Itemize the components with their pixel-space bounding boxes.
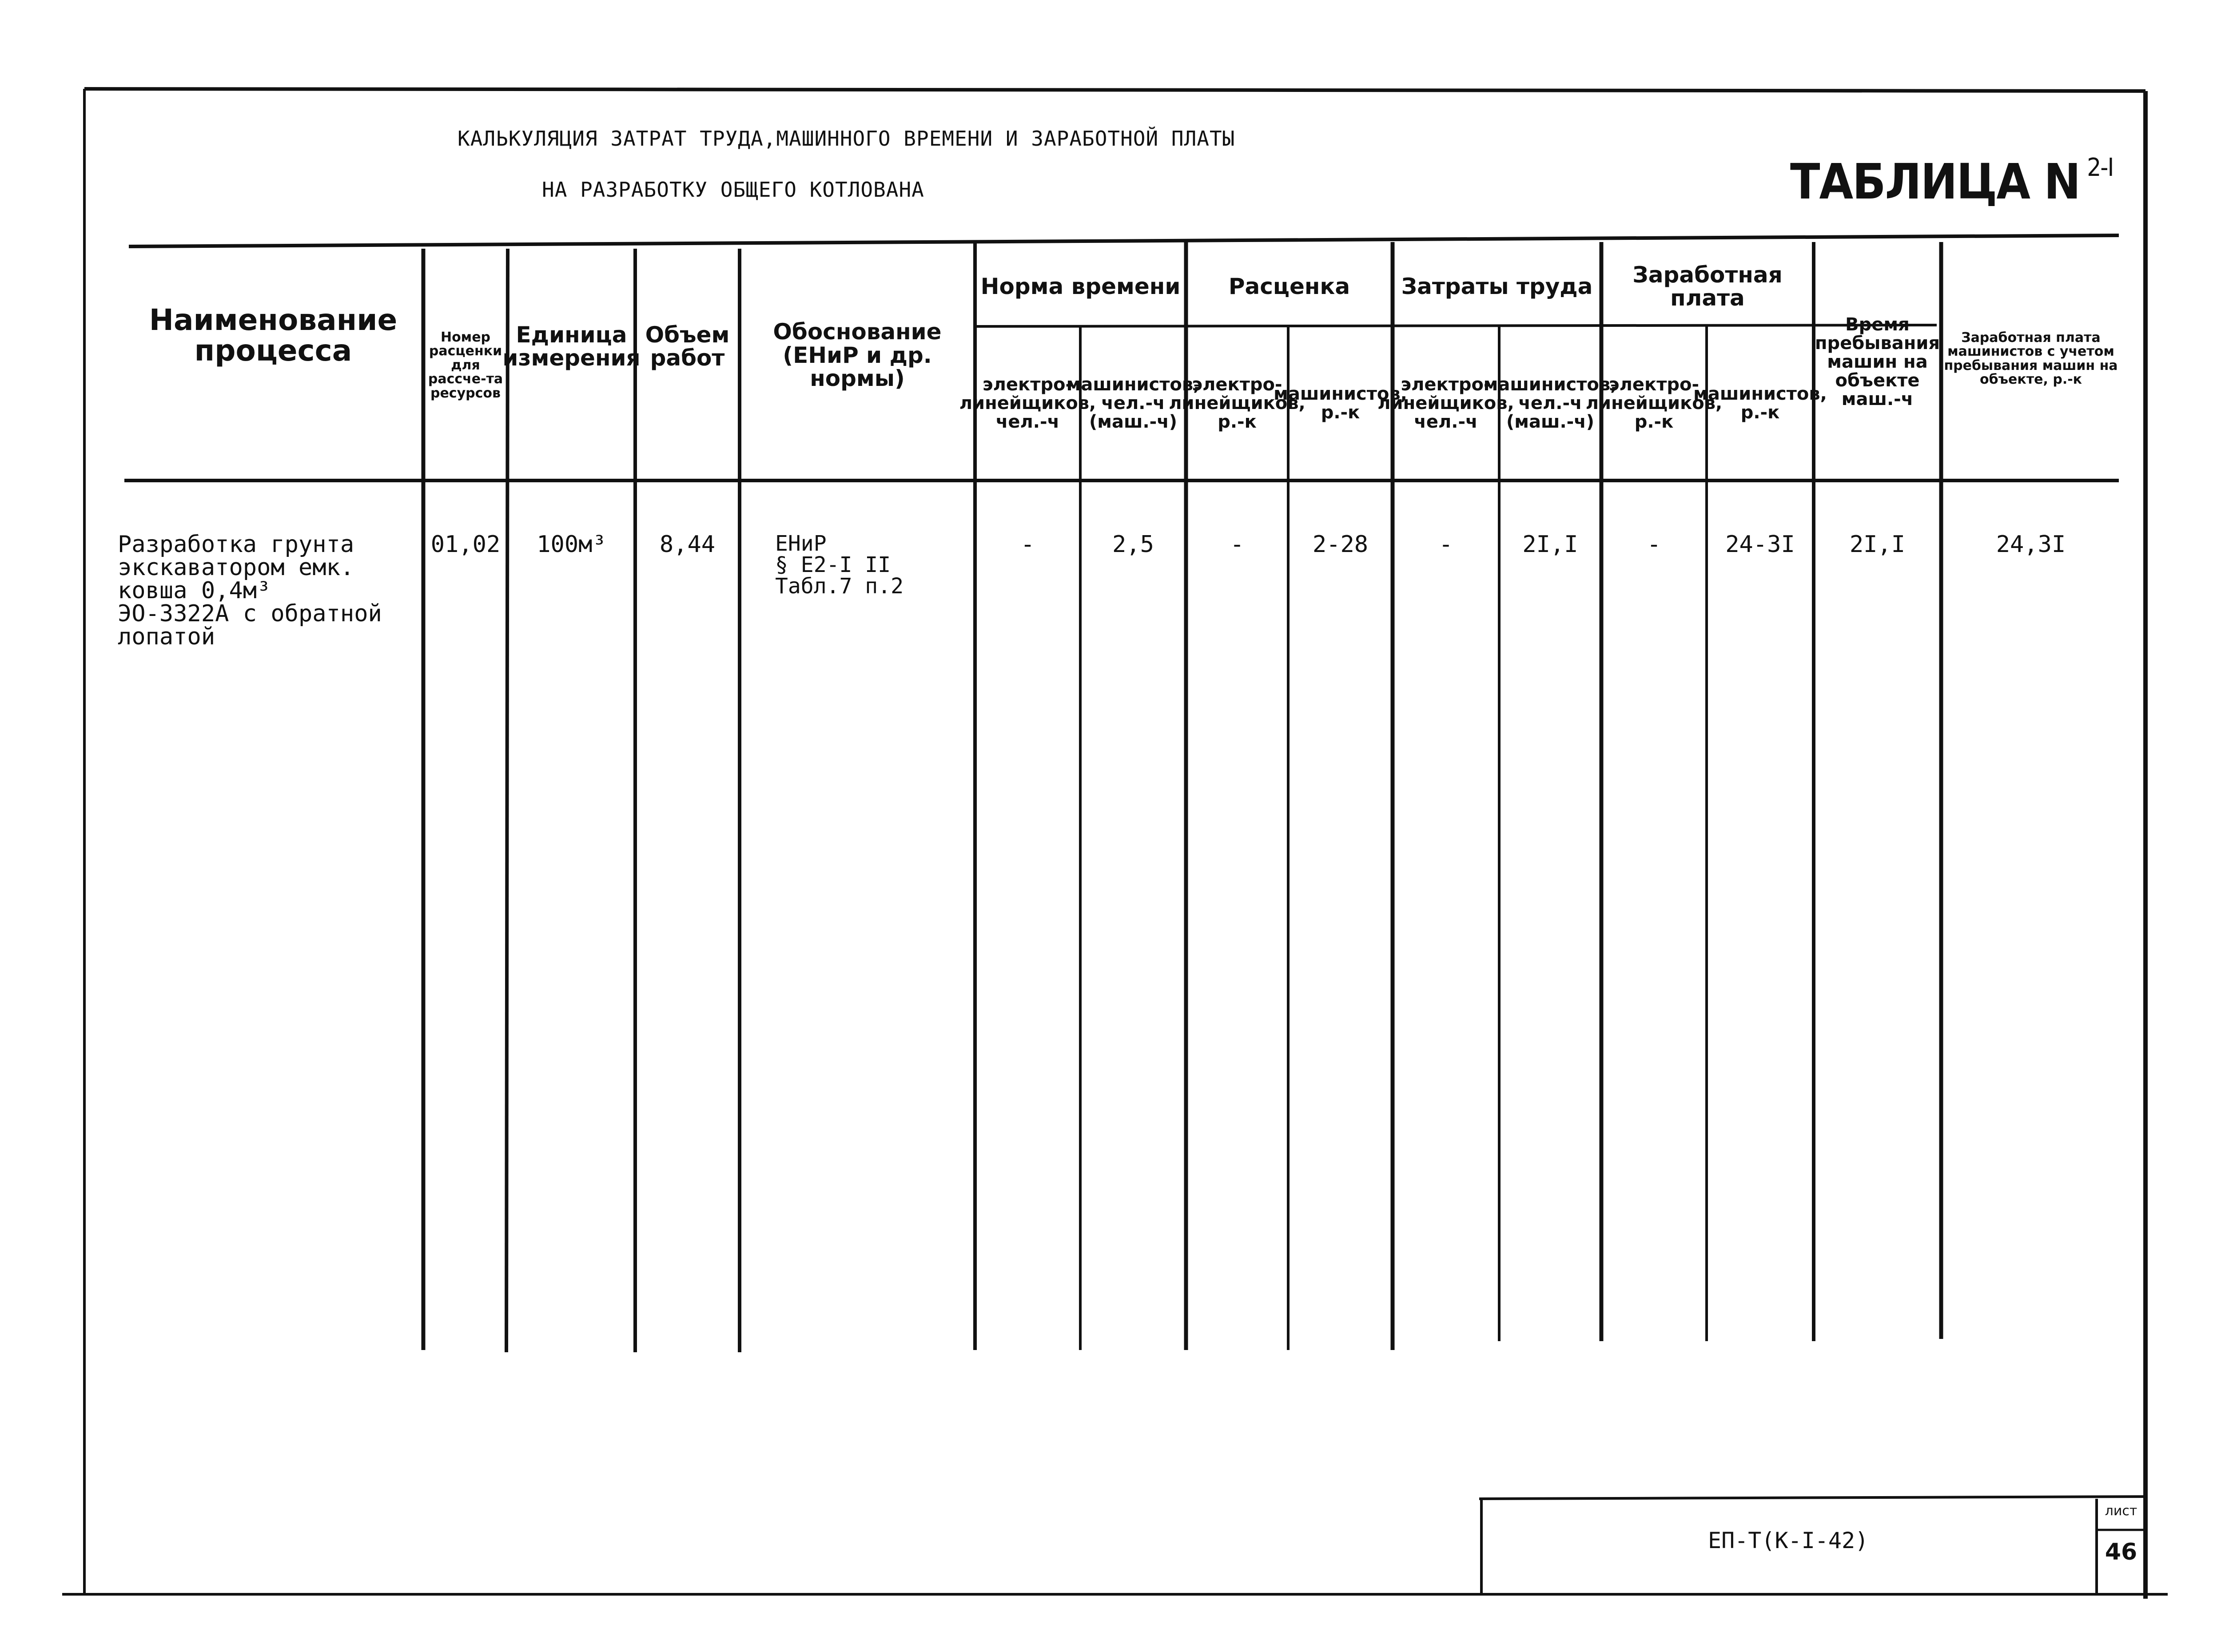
table-number xyxy=(1790,153,2113,210)
subheader-time-machinist: машинистов, чел.-ч (маш.-ч) xyxy=(1066,374,1200,432)
table-number-label: ТАБЛИЦА N xyxy=(1790,153,2080,210)
document-code: ЕП-Т(К-I-42) xyxy=(1708,1528,1869,1553)
subheader-time-electric: электро-линейщиков, чел.-ч xyxy=(959,374,1096,432)
sheet-number: 46 xyxy=(2105,1539,2137,1565)
subheader-wage-electric: электро-линейщиков, р.-к xyxy=(1585,374,1723,432)
subheader-wage-machinist: машинистов, р.-к xyxy=(1693,383,1827,423)
header-justification: Обоснование (ЕНиР и др. нормы) xyxy=(773,319,942,392)
subheader-rate-electric: электро-линейщиков, р.-к xyxy=(1169,374,1306,432)
header-operator-wages: Заработная плата машинистов с учетом пребывания машин на объекте, р.-к xyxy=(1944,330,2118,387)
cell-wage-machinist: 24-3I xyxy=(1725,531,1795,558)
header-row-number: Номер расценки для рассче-та ресурсов xyxy=(428,329,503,401)
sheet-label: лист xyxy=(2105,1503,2137,1519)
cell-operator-wages: 24,3I xyxy=(1996,531,2066,558)
document-title-line2: НА РАЗРАБОТКУ ОБЩЕГО КОТЛОВАНА xyxy=(542,178,924,202)
cell-volume: 8,44 xyxy=(659,531,716,558)
cell-machine-time: 2I,I xyxy=(1849,531,1906,558)
cell-wage-electric: - xyxy=(1647,531,1661,558)
header-time-norm: Норма времени xyxy=(980,273,1181,299)
header-wages: Заработная плата xyxy=(1632,262,1783,311)
table-number-suffix: 2-I xyxy=(2087,153,2114,182)
cell-time-machinist: 2,5 xyxy=(1112,531,1154,558)
subheader-rate-machinist: машинистов, р.-к xyxy=(1274,383,1407,423)
header-machine-time: Время пребывания машин на объекте маш.-ч xyxy=(1815,314,1940,409)
header-labor-cost: Затраты труда xyxy=(1401,273,1593,299)
header-process-name: Наименование процесса xyxy=(149,302,398,368)
subheader-labor-electric: электро-линейщиков, чел.-ч xyxy=(1377,374,1514,432)
cell-unit: 100м³ xyxy=(537,531,606,558)
header-rate: Расценка xyxy=(1228,273,1350,299)
cell-code: 01,02 xyxy=(430,531,501,558)
cell-rate-machinist: 2-28 xyxy=(1312,531,1369,558)
cell-rate-electric: - xyxy=(1230,531,1244,558)
document-title-line1: КАЛЬКУЛЯЦИЯ ЗАТРАТ ТРУДА,МАШИННОГО ВРЕМЕНИ И ЗАРАБОТНОЙ ПЛАТЫ xyxy=(458,127,1235,151)
subheader-labor-machinist: машинистов, чел.-ч (маш.-ч) xyxy=(1483,374,1617,432)
cell-labor-electric: - xyxy=(1439,531,1453,558)
cell-process: Разработка грунта экскаватором емк. ковша 0,4м³ ЭО-3322А с обратной лопатой xyxy=(118,531,382,650)
cell-justification: ЕНиР § Е2-I II Табл.7 п.2 xyxy=(775,531,904,599)
cell-time-electric: - xyxy=(1020,531,1035,558)
cell-labor-machinist: 2I,I xyxy=(1522,531,1578,558)
header-volume: Объем работ xyxy=(645,322,730,371)
header-unit: Единица измерения xyxy=(502,322,641,371)
